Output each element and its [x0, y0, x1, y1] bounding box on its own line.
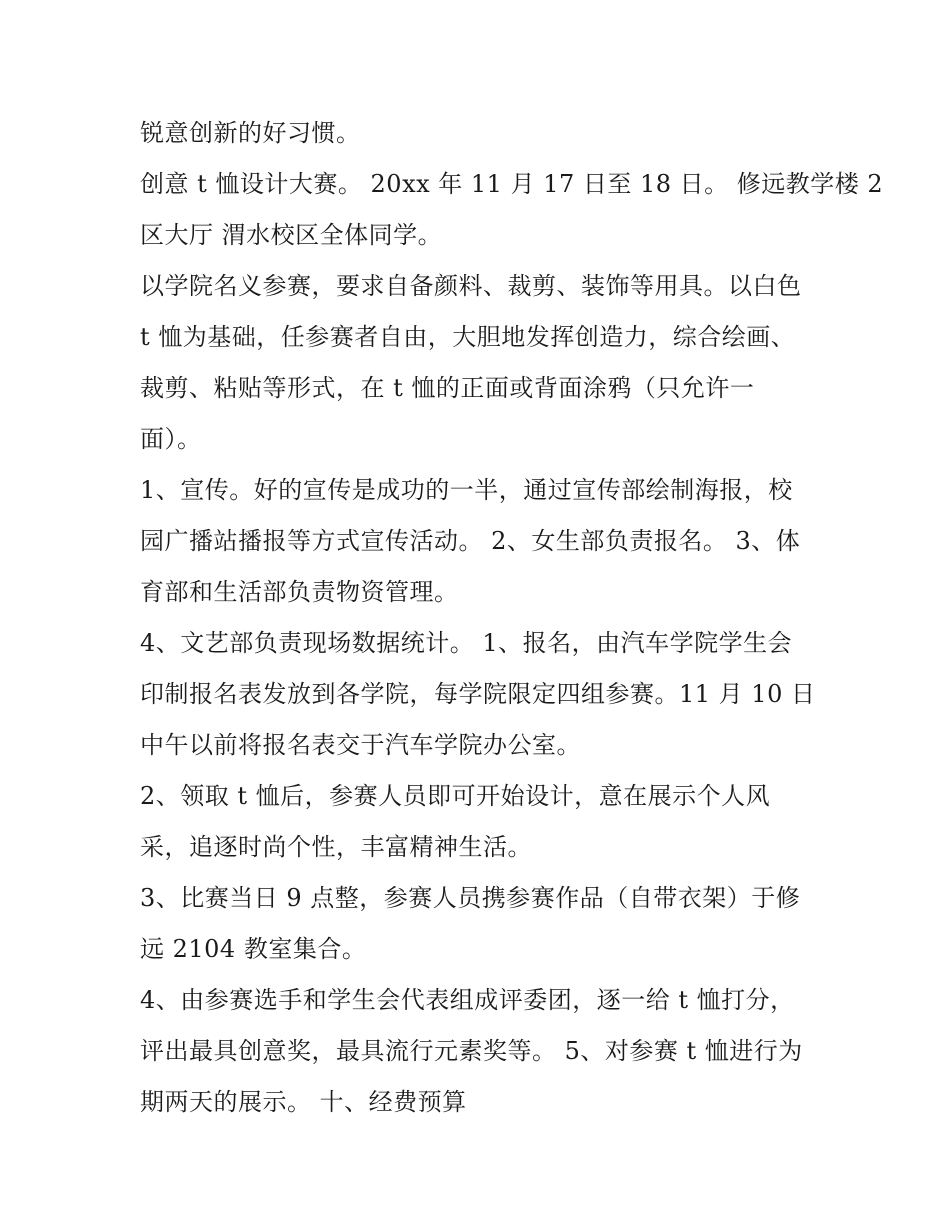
text-line: 远 2104 教室集合。: [140, 935, 367, 963]
text-line: 裁剪、粘贴等形式，在 t 恤的正面或背面涂鸦（只允许一: [140, 374, 755, 402]
document-body: [140, 108, 884, 1128]
text-line: 采，追逐时尚个性，丰富精神生活。: [140, 833, 532, 861]
text-line: 2、领取 t 恤后，参赛人员即可开始设计，意在展示个人风: [140, 782, 771, 810]
text-line: 1、宣传。好的宣传是成功的一半，通过宣传部绘制海报，校: [140, 476, 793, 504]
text-line: 园广播站播报等方式宣传活动。 2、女生部负责报名。 3、体: [140, 527, 801, 555]
text-line: 创意 t 恤设计大赛。 20xx 年 11 月 17 日至 18 日。 修远教学楼 2: [140, 170, 884, 198]
text-line: 区大厅 渭水校区全体同学。: [140, 221, 443, 249]
text-line: 中午以前将报名表交于汽车学院办公室。: [140, 731, 581, 759]
text-line: 评出最具创意奖，最具流行元素奖等。 5、对参赛 t 恤进行为: [140, 1037, 803, 1065]
text-line: 面）。: [140, 425, 202, 453]
text-line: 4、由参赛选手和学生会代表组成评委团，逐一给 t 恤打分，: [140, 986, 795, 1014]
text-line: t 恤为基础，任参赛者自由，大胆地发挥创造力，综合绘画、: [140, 323, 796, 351]
text-line: 育部和生活部负责物资管理。: [140, 578, 459, 606]
text-line: 4、文艺部负责现场数据统计。 1、报名，由汽车学院学生会: [140, 629, 793, 657]
text-line: 印制报名表发放到各学院，每学院限定四组参赛。11 月 10 日: [140, 680, 816, 708]
text-line: 锐意创新的好习惯。: [140, 119, 361, 147]
text-line: 以学院名义参赛，要求自备颜料、裁剪、装饰等用具。以白色: [140, 272, 802, 300]
text-line: 3、比赛当日 9 点整，参赛人员携参赛作品（自带衣架）于修: [140, 884, 801, 912]
text-line: 期两天的展示。 十、经费预算: [140, 1088, 467, 1116]
